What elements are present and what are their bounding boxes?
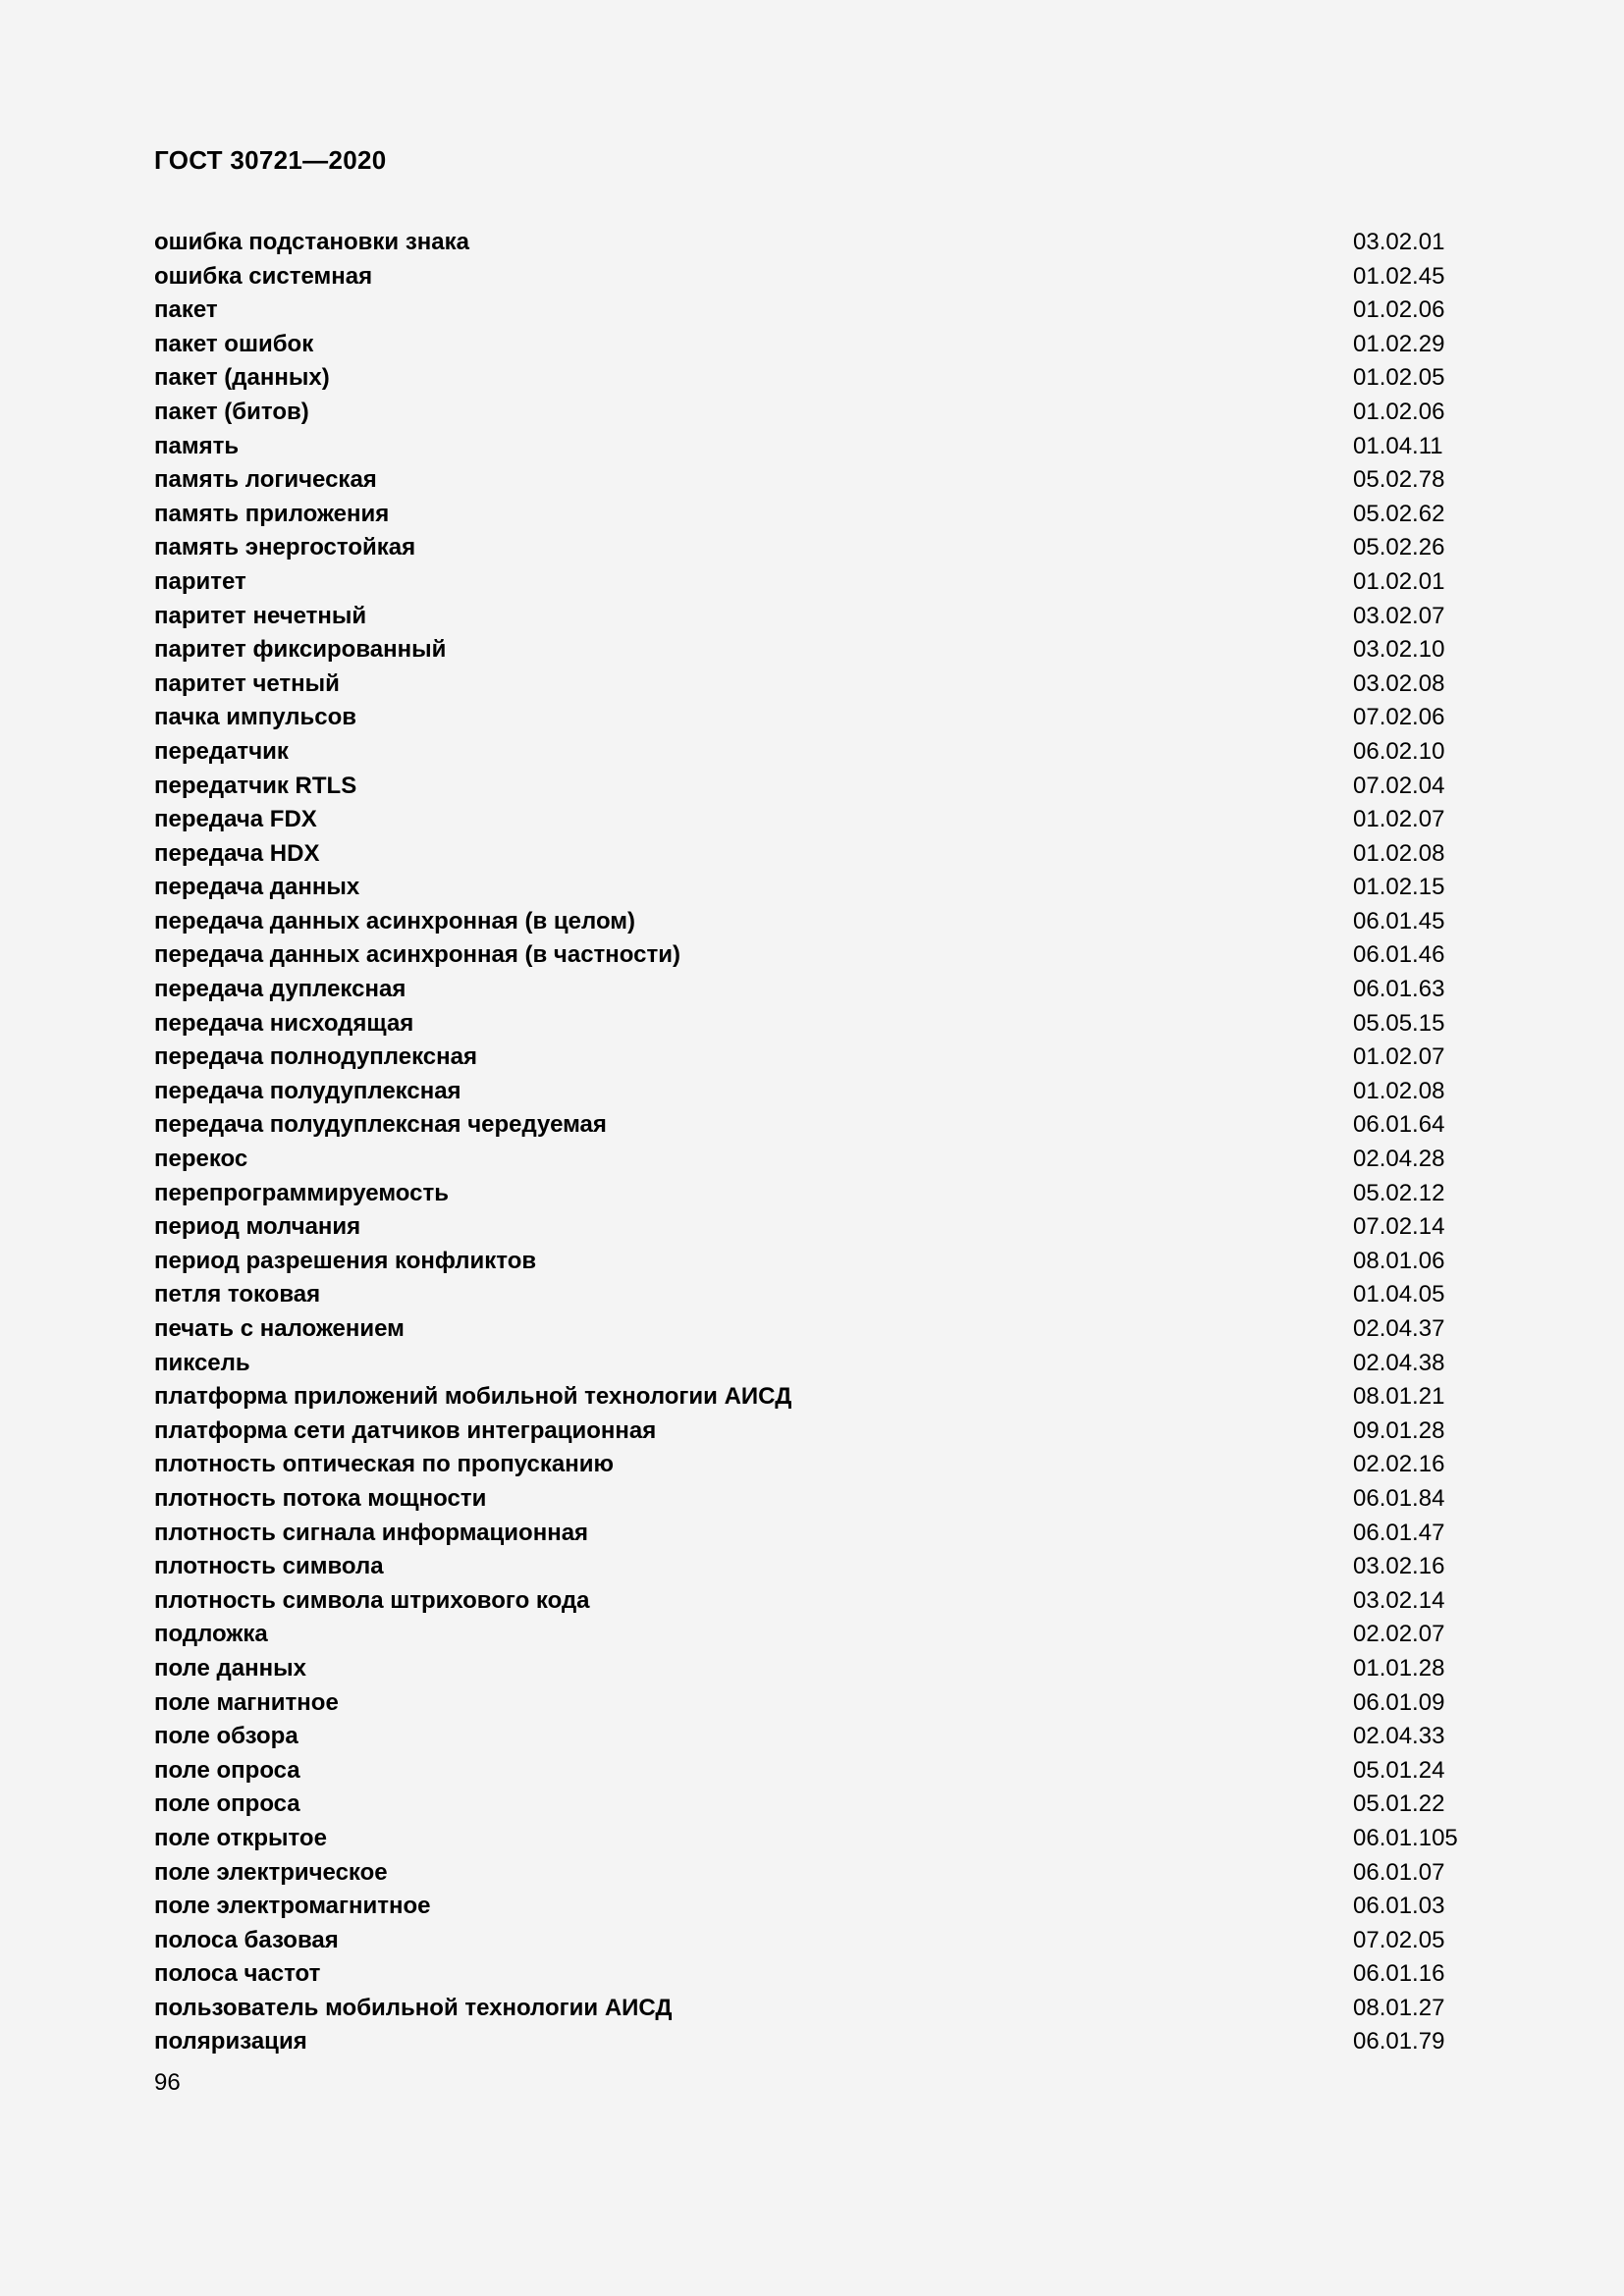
- index-term: печать с наложением: [154, 1315, 405, 1342]
- list-item: [154, 1245, 1470, 1279]
- list-item: [154, 1380, 1470, 1415]
- list-item: [154, 1517, 1470, 1551]
- index-term: пакет: [154, 296, 218, 324]
- list-item: [154, 1347, 1470, 1381]
- index-term: память энергостойкая: [154, 534, 416, 561]
- list-item: [154, 1041, 1470, 1075]
- index-code: 08.01.21: [1353, 1383, 1445, 1411]
- list-item: [154, 361, 1470, 396]
- index-code: 01.02.01: [1353, 567, 1445, 595]
- index-term: пиксель: [154, 1349, 250, 1376]
- index-term: поле магнитное: [154, 1688, 339, 1716]
- index-code: 03.02.08: [1353, 669, 1445, 697]
- index-code: 05.01.24: [1353, 1756, 1445, 1784]
- list-item: [154, 1822, 1470, 1856]
- index-term: поле опроса: [154, 1756, 300, 1784]
- index-term: передача полудуплексная: [154, 1077, 461, 1104]
- index-term: петля токовая: [154, 1281, 321, 1308]
- index-code: 09.01.28: [1353, 1416, 1445, 1444]
- list-item: [154, 1007, 1470, 1041]
- index-term: плотность символа штрихового кода: [154, 1586, 590, 1614]
- index-code: 02.04.33: [1353, 1723, 1445, 1750]
- index-term: пакет ошибок: [154, 330, 314, 357]
- list-item: [154, 1584, 1470, 1619]
- index-term: пачка импульсов: [154, 704, 357, 731]
- index-term: полоса частот: [154, 1960, 321, 1988]
- index-code: 06.01.46: [1353, 941, 1445, 969]
- list-item: [154, 1890, 1470, 1924]
- list-item: [154, 463, 1470, 498]
- index-code: 06.01.64: [1353, 1111, 1445, 1139]
- index-term: плотность символа: [154, 1553, 384, 1580]
- list-item: [154, 1550, 1470, 1584]
- index-code: 05.02.26: [1353, 534, 1445, 561]
- index-term: плотность оптическая по пропусканию: [154, 1451, 614, 1478]
- index-term: плотность потока мощности: [154, 1484, 487, 1512]
- index-term: передача полнодуплексная: [154, 1043, 477, 1071]
- index-code: 01.02.08: [1353, 1077, 1445, 1104]
- index-code: 05.05.15: [1353, 1009, 1445, 1037]
- index-term: передача HDX: [154, 839, 320, 867]
- list-item: [154, 498, 1470, 532]
- index-code: 02.02.16: [1353, 1451, 1445, 1478]
- index-code: 01.02.45: [1353, 262, 1445, 290]
- index-term: период разрешения конфликтов: [154, 1247, 537, 1274]
- list-item: [154, 600, 1470, 634]
- list-item: [154, 837, 1470, 872]
- index-term: пакет (данных): [154, 364, 330, 392]
- index-code: 06.01.84: [1353, 1484, 1445, 1512]
- index-code: 02.04.28: [1353, 1146, 1445, 1173]
- index-code: 01.02.05: [1353, 364, 1445, 392]
- index-code: 07.02.14: [1353, 1213, 1445, 1241]
- list-item: [154, 1992, 1470, 2026]
- list-item: [154, 1482, 1470, 1517]
- list-item: [154, 905, 1470, 939]
- index-term: поле электрическое: [154, 1858, 388, 1886]
- list-item: [154, 770, 1470, 804]
- index-code: 01.02.06: [1353, 398, 1445, 425]
- index-code: 08.01.27: [1353, 1994, 1445, 2021]
- index-code: 07.02.04: [1353, 772, 1445, 799]
- index-term: поле открытое: [154, 1824, 327, 1851]
- list-item: [154, 1210, 1470, 1245]
- index-code: 03.02.07: [1353, 602, 1445, 629]
- list-item: [154, 667, 1470, 702]
- index-term: передача данных асинхронная (в частности): [154, 941, 680, 969]
- list-item: [154, 1618, 1470, 1652]
- index-term: период молчания: [154, 1213, 361, 1241]
- index-term: паритет нечетный: [154, 602, 367, 629]
- index-code: 01.02.06: [1353, 296, 1445, 324]
- list-item: [154, 1856, 1470, 1891]
- index-term: память: [154, 432, 240, 459]
- index-code: 01.02.07: [1353, 806, 1445, 833]
- index-term: паритет четный: [154, 669, 340, 697]
- list-item: [154, 1448, 1470, 1482]
- index-code: 02.04.37: [1353, 1315, 1445, 1342]
- list-item: [154, 396, 1470, 430]
- index-code: 01.02.08: [1353, 839, 1445, 867]
- index-term: ошибка подстановки знака: [154, 229, 469, 255]
- index-term: передача данных: [154, 874, 360, 901]
- index-term: передача нисходящая: [154, 1009, 414, 1037]
- list-item: [154, 1075, 1470, 1109]
- index-term: пользователь мобильной технологии АИСД: [154, 1994, 673, 2021]
- index-code: 01.04.05: [1353, 1281, 1445, 1308]
- document-title: ГОСТ 30721—2020: [154, 145, 387, 175]
- index-code: 05.02.62: [1353, 500, 1445, 527]
- index-term: поле данных: [154, 1654, 306, 1682]
- list-item: [154, 1957, 1470, 1992]
- index-code: 06.01.63: [1353, 976, 1445, 1003]
- list-item: [154, 1924, 1470, 1958]
- index-code: 02.02.07: [1353, 1621, 1445, 1648]
- index-code: 05.01.22: [1353, 1790, 1445, 1818]
- index-code: 06.02.10: [1353, 737, 1445, 765]
- index-code: 07.02.06: [1353, 704, 1445, 731]
- index-code: 01.02.15: [1353, 874, 1445, 901]
- index-term: плотность сигнала информационная: [154, 1519, 589, 1546]
- list-item: [154, 1788, 1470, 1822]
- index-term: перепрограммируемость: [154, 1179, 449, 1206]
- list-item: [154, 1720, 1470, 1754]
- index-term: передатчик: [154, 737, 289, 765]
- index-term: передача дуплексная: [154, 976, 406, 1003]
- index-term: поле обзора: [154, 1723, 298, 1750]
- index-code: 05.02.12: [1353, 1179, 1445, 1206]
- index-code: 06.01.16: [1353, 1960, 1445, 1988]
- index-term: передатчик RTLS: [154, 772, 357, 799]
- index-code: 05.02.78: [1353, 466, 1445, 494]
- index-code: 01.01.28: [1353, 1654, 1445, 1682]
- index-term: ошибка системная: [154, 262, 373, 290]
- index-code: 03.02.01: [1353, 229, 1445, 255]
- index-term: паритет фиксированный: [154, 636, 447, 664]
- index-term: пакет (битов): [154, 398, 309, 425]
- index-code: 06.01.105: [1353, 1824, 1458, 1851]
- list-item: [154, 565, 1470, 600]
- index-term: память логическая: [154, 466, 377, 494]
- list-item: [154, 226, 1470, 260]
- index-code: 06.01.09: [1353, 1688, 1445, 1716]
- list-item: [154, 701, 1470, 735]
- index-term: память приложения: [154, 500, 390, 527]
- index-code: 03.02.10: [1353, 636, 1445, 664]
- list-item: [154, 1754, 1470, 1789]
- list-item: [154, 2025, 1470, 2059]
- list-item: [154, 1143, 1470, 1177]
- index-code: 06.01.47: [1353, 1519, 1445, 1546]
- index-code: 01.02.07: [1353, 1043, 1445, 1071]
- index-term: полоса базовая: [154, 1926, 339, 1953]
- list-item: [154, 938, 1470, 973]
- list-item: [154, 328, 1470, 362]
- index-code: 06.01.03: [1353, 1893, 1445, 1920]
- index-code: 01.04.11: [1353, 432, 1443, 459]
- list-item: [154, 1415, 1470, 1449]
- list-item: [154, 430, 1470, 464]
- list-item: [154, 1278, 1470, 1312]
- index-code: 03.02.14: [1353, 1586, 1445, 1614]
- index-term: платформа сети датчиков интеграционная: [154, 1416, 657, 1444]
- list-item: [154, 1652, 1470, 1686]
- index-term: платформа приложений мобильной технологии АИСД: [154, 1383, 792, 1411]
- list-item: [154, 973, 1470, 1007]
- list-item: [154, 294, 1470, 328]
- index-term: подложка: [154, 1621, 268, 1648]
- index-term: передача FDX: [154, 806, 317, 833]
- index-term: перекос: [154, 1146, 248, 1173]
- index-term: поле электромагнитное: [154, 1893, 431, 1920]
- list-item: [154, 735, 1470, 770]
- index-term: поле опроса: [154, 1790, 300, 1818]
- index-code: 01.02.29: [1353, 330, 1445, 357]
- index-code: 03.02.16: [1353, 1553, 1445, 1580]
- list-item: [154, 260, 1470, 294]
- page-number: 96: [154, 2069, 181, 2096]
- index-term: передача полудуплексная чередуемая: [154, 1111, 607, 1139]
- list-item: [154, 871, 1470, 905]
- index-code: 08.01.06: [1353, 1247, 1445, 1274]
- list-item: [154, 1686, 1470, 1721]
- index-term: паритет: [154, 567, 246, 595]
- term-index-list: [154, 226, 1470, 2059]
- index-code: 07.02.05: [1353, 1926, 1445, 1953]
- index-code: 06.01.79: [1353, 2028, 1445, 2056]
- list-item: [154, 633, 1470, 667]
- list-item: [154, 803, 1470, 837]
- index-code: 06.01.45: [1353, 907, 1445, 934]
- index-term: поляризация: [154, 2028, 307, 2056]
- list-item: [154, 1177, 1470, 1211]
- list-item: [154, 1312, 1470, 1347]
- list-item: [154, 1108, 1470, 1143]
- index-term: передача данных асинхронная (в целом): [154, 907, 636, 934]
- index-code: 02.04.38: [1353, 1349, 1445, 1376]
- index-code: 06.01.07: [1353, 1858, 1445, 1886]
- list-item: [154, 531, 1470, 565]
